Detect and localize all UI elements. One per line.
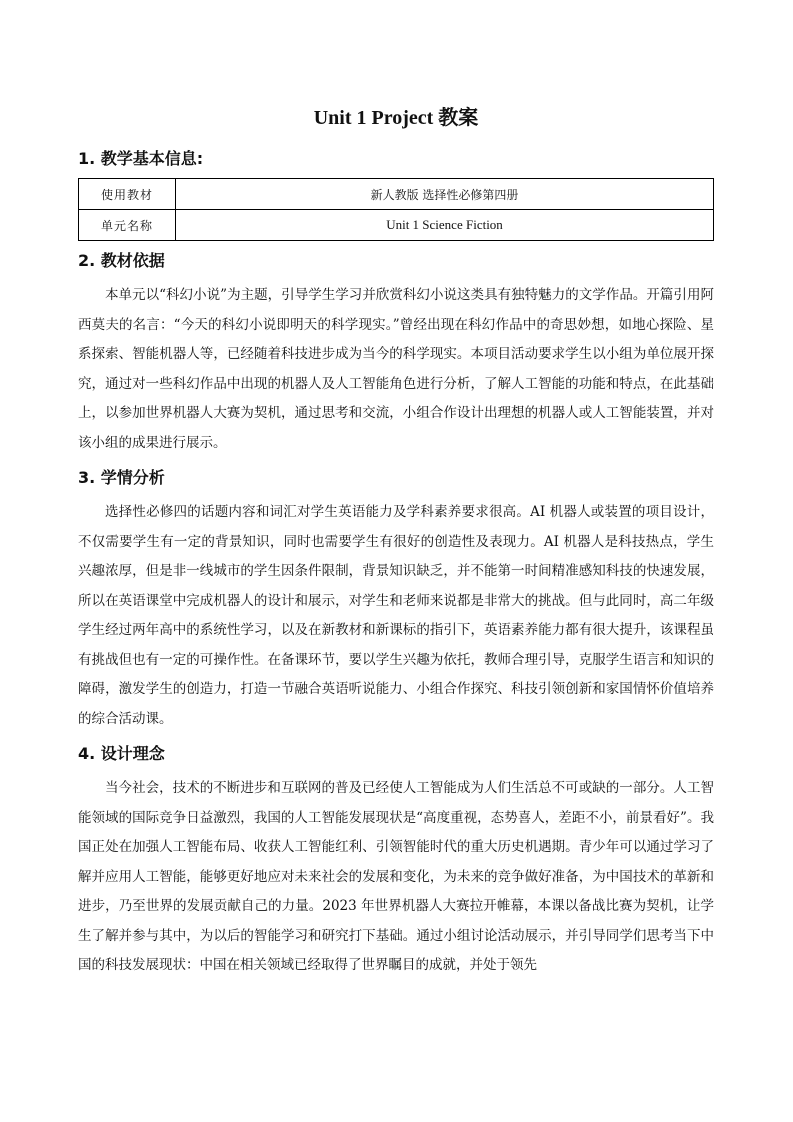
section-heading-student-analysis: 3. 学情分析 <box>78 468 165 487</box>
table-cell-label: 使用教材 <box>79 179 176 210</box>
paragraph-student-analysis: 选择性必修四的话题内容和词汇对学生英语能力及学科素养要求很高。AI 机器人或装置的项目设计，不仅需要学生有一定的背景知识，同时也需要学生有很好的创造性及表现力。AI 机器人是科技热点，学生兴趣浓厚，但是非一线城市的学生因条件限制，背景知识缺乏，并不能第一时间精准感知科技的快速发展，所以在英语课堂中完成机器人的设计和展示，对学生和老师来说都是非常大的挑战。但与此同时，高二年级学生经过两年高中的系统性学习，以及在新教材和新课标的指引下，英语素养能力都有很大提升，该课程虽有挑战但也有一定的可操作性。在备课环节，要以学生兴趣为依托，教师合理引导，克服学生语言和知识的障碍，激发学生的创造力，打造一节融合英语听说能力、小组合作探究、科技引领创新和家国情怀价值培养的综合活动课。 <box>78 504 714 727</box>
paragraph-textbook-basis: 本单元以“科幻小说”为主题，引导学生学习并欣赏科幻小说这类具有独特魅力的文学作品。开篇引用阿西莫夫的名言：“今天的科幻小说即明天的科学现实。”曾经出现在科幻作品中的奇思妙想，如地心探险、星系探索、智能机器人等，已经随着科技进步成为当今的科学现实。本项目活动要求学生以小组为单位展开探究，通过对一些科幻作品中出现的机器人及人工智能角色进行分析，了解人工智能的功能和特点，在此基础上，以参加世界机器人大赛为契机，通过思考和交流，小组合作设计出理想的机器人或人工智能装置，并对该小组的成果进行展示。 <box>78 287 714 451</box>
table-cell-label: 单元名称 <box>79 210 176 241</box>
table-row <box>79 179 714 210</box>
basic-info-table <box>78 178 714 241</box>
section-heading-textbook-basis: 2. 教材依据 <box>78 251 165 270</box>
section-heading-basic-info: 1. 教学基本信息: <box>78 149 204 168</box>
document-page <box>78 100 714 981</box>
document-title: Unit 1 Project 教案 <box>313 107 479 129</box>
section-heading-design-concept: 4. 设计理念 <box>78 744 165 763</box>
table-cell-value: 新人教版 选择性必修第四册 <box>176 179 714 210</box>
paragraph-design-concept: 当今社会，技术的不断进步和互联网的普及已经使人工智能成为人们生活总不可或缺的一部分。人工智能领域的国际竞争日益激烈，我国的人工智能发展现状是“高度重视，态势喜人，差距不小，前景看好”。我国正处在加强人工智能布局、收获人工智能红利、引领智能时代的重大历史机遇期。青少年可以通过学习了解并应用人工智能，能够更好地应对未来社会的发展和变化，为未来的竞争做好准备，为中国技术的革新和进步，乃至世界的发展贡献自己的力量。2023 年世界机器人大赛拉开帷幕，本课以备战比赛为契机，让学生了解并参与其中，为以后的智能学习和研究打下基础。通过小组讨论活动展示，并引导同学们思考当下中国的科技发展现状：中国在相关领域已经取得了世界瞩目的成就，并处于领先 <box>78 780 714 973</box>
table-row <box>79 210 714 241</box>
table-cell-value: Unit 1 Science Fiction <box>176 210 714 241</box>
